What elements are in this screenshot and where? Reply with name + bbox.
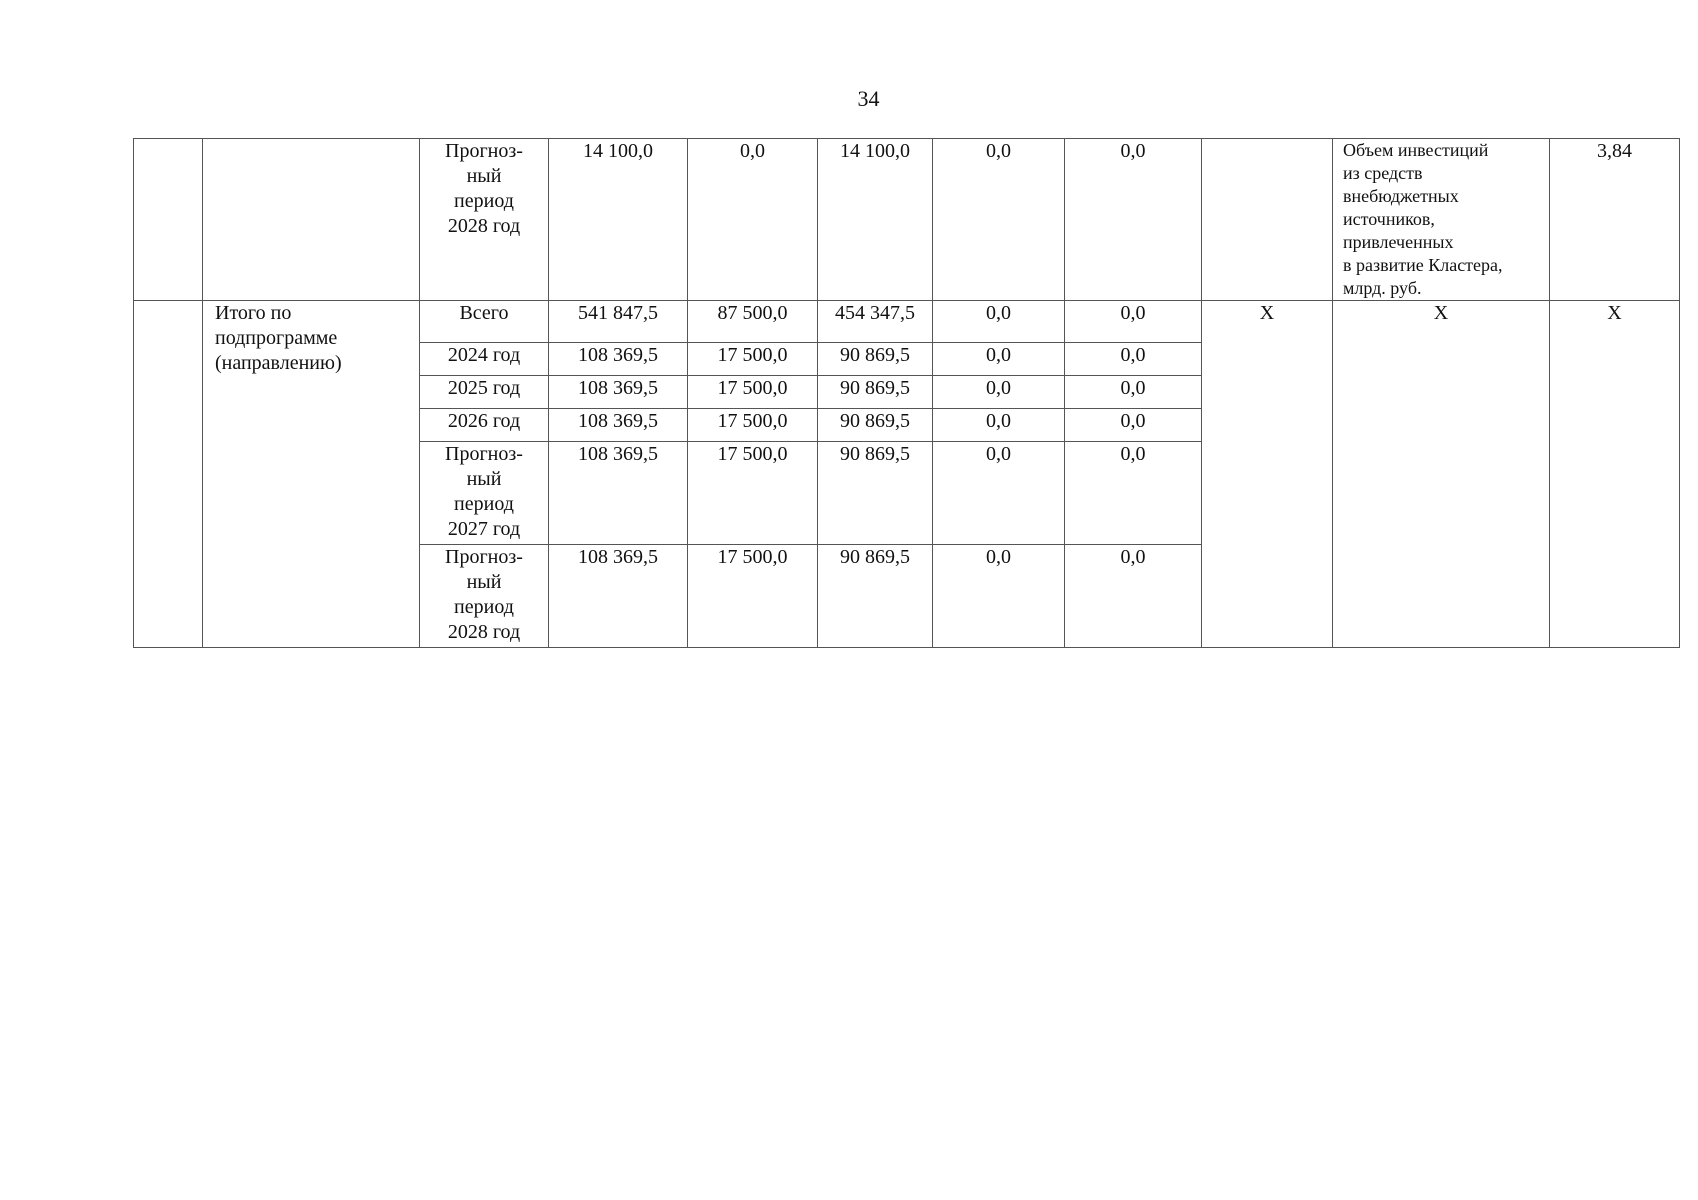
value-federal-cell: 0,0 bbox=[688, 139, 818, 301]
value-federal-cell: 17 500,0 bbox=[688, 376, 818, 409]
value-total-cell: 108 369,5 bbox=[549, 545, 688, 648]
value-federal-cell: 87 500,0 bbox=[688, 301, 818, 343]
value-local-cell: 0,0 bbox=[933, 409, 1065, 442]
period-cell: 2026 год bbox=[420, 409, 549, 442]
value-regional-cell: 90 869,5 bbox=[818, 545, 933, 648]
period-cell: 2025 год bbox=[420, 376, 549, 409]
value-local-cell: 0,0 bbox=[933, 545, 1065, 648]
value-federal-cell: 17 500,0 bbox=[688, 343, 818, 376]
value-total-cell: 108 369,5 bbox=[549, 376, 688, 409]
value-other-cell: 0,0 bbox=[1065, 343, 1202, 376]
value-federal-cell: 17 500,0 bbox=[688, 442, 818, 545]
value-other-cell: 0,0 bbox=[1065, 301, 1202, 343]
table-row bbox=[134, 139, 1680, 301]
value-total-cell: 108 369,5 bbox=[549, 343, 688, 376]
period-cell: Прогноз- ный период 2028 год bbox=[420, 139, 549, 301]
value-other-cell: 0,0 bbox=[1065, 139, 1202, 301]
indicator-name-cell: Объем инвестиций из средств внебюджетных источников, привлеченных в развитие Кластера, млрд. руб. bbox=[1333, 139, 1550, 301]
value-total-cell: 14 100,0 bbox=[549, 139, 688, 301]
value-regional-cell: 90 869,5 bbox=[818, 343, 933, 376]
value-other-cell: 0,0 bbox=[1065, 376, 1202, 409]
name-cell bbox=[203, 139, 420, 301]
value-federal-cell: 17 500,0 bbox=[688, 409, 818, 442]
empty-cell bbox=[1202, 139, 1333, 301]
value-total-cell: 108 369,5 bbox=[549, 442, 688, 545]
page-number: 34 bbox=[857, 86, 880, 111]
mark-cell: Х bbox=[1202, 301, 1333, 648]
value-total-cell: 108 369,5 bbox=[549, 409, 688, 442]
mark-cell: Х bbox=[1550, 301, 1680, 648]
total-label-cell: Итого по подпрограмме (направлению) bbox=[203, 301, 420, 648]
period-cell: Всего bbox=[420, 301, 549, 343]
value-local-cell: 0,0 bbox=[933, 376, 1065, 409]
value-federal-cell: 17 500,0 bbox=[688, 545, 818, 648]
value-regional-cell: 90 869,5 bbox=[818, 376, 933, 409]
table-row bbox=[134, 301, 1680, 343]
number-cell bbox=[134, 139, 203, 301]
value-local-cell: 0,0 bbox=[933, 301, 1065, 343]
value-other-cell: 0,0 bbox=[1065, 409, 1202, 442]
value-regional-cell: 90 869,5 bbox=[818, 409, 933, 442]
period-cell: Прогноз- ный период 2027 год bbox=[420, 442, 549, 545]
value-local-cell: 0,0 bbox=[933, 442, 1065, 545]
value-regional-cell: 90 869,5 bbox=[818, 442, 933, 545]
value-total-cell: 541 847,5 bbox=[549, 301, 688, 343]
number-cell bbox=[134, 301, 203, 648]
value-other-cell: 0,0 bbox=[1065, 545, 1202, 648]
value-other-cell: 0,0 bbox=[1065, 442, 1202, 545]
mark-cell: Х bbox=[1333, 301, 1550, 648]
value-regional-cell: 14 100,0 bbox=[818, 139, 933, 301]
budget-table bbox=[133, 138, 1680, 648]
period-cell: Прогноз- ный период 2028 год bbox=[420, 545, 549, 648]
period-cell: 2024 год bbox=[420, 343, 549, 376]
value-regional-cell: 454 347,5 bbox=[818, 301, 933, 343]
value-local-cell: 0,0 bbox=[933, 343, 1065, 376]
value-local-cell: 0,0 bbox=[933, 139, 1065, 301]
indicator-value-cell: 3,84 bbox=[1550, 139, 1680, 301]
